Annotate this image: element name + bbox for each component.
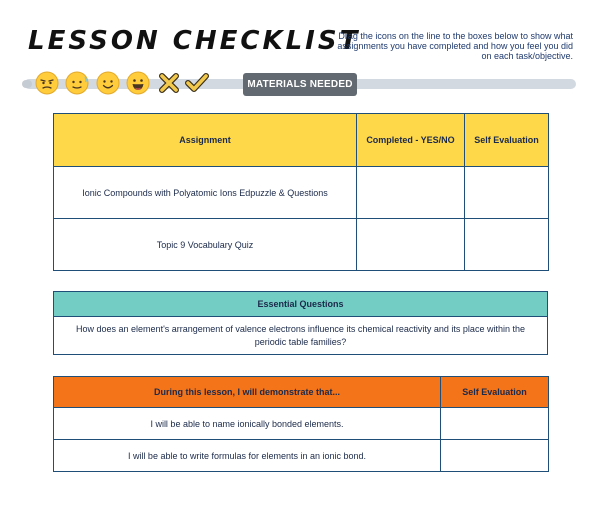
self-evaluation-drop-box[interactable] [441,440,549,472]
materials-needed-button[interactable]: MATERIALS NEEDED [243,73,357,96]
table-row [54,167,549,219]
table-row [54,219,549,271]
objective-cell: I will be able to name ionically bonded elements. [54,408,441,440]
header-self-evaluation: Self Evaluation [465,114,549,167]
essential-questions-table [53,291,548,355]
check-mark-icon[interactable] [185,71,209,95]
table-header-row [54,377,549,408]
happy-face-icon[interactable] [96,71,120,95]
track-cap [22,80,32,88]
header-objective: During this lesson, I will demonstrate that... [54,377,441,408]
self-evaluation-drop-box[interactable] [465,219,549,271]
assignment-cell: Ionic Compounds with Polyatomic Ions Edpuzzle & Questions [54,167,357,219]
table-header-row [54,114,549,167]
completed-drop-box[interactable] [357,167,465,219]
header-self-evaluation: Self Evaluation [441,377,549,408]
assignment-cell: Topic 9 Vocabulary Quiz [54,219,357,271]
table-row [54,408,549,440]
essential-questions-header: Essential Questions [54,292,548,317]
grinning-face-icon[interactable] [126,71,150,95]
x-mark-icon[interactable] [157,71,181,95]
self-evaluation-drop-box[interactable] [465,167,549,219]
neutral-face-icon[interactable] [65,71,89,95]
essential-question-text: How does an element's arrangement of valence electrons influence its chemical reactivity and its place within the periodic table families? [54,317,548,355]
instructions-text: Drag the icons on the line to the boxes below to show what assignments you have completed and how you feel you did on each task/objective. [337,31,573,61]
assignments-table [53,113,549,271]
table-row [54,440,549,472]
header-completed: Completed - YES/NO [357,114,465,167]
objective-cell: I will be able to write formulas for elements in an ionic bond. [54,440,441,472]
self-evaluation-drop-box[interactable] [441,408,549,440]
header-assignment: Assignment [54,114,357,167]
confused-face-icon[interactable] [35,71,59,95]
objectives-table [53,376,549,472]
page-title: LESSON CHECKLIST [28,26,361,56]
completed-drop-box[interactable] [357,219,465,271]
